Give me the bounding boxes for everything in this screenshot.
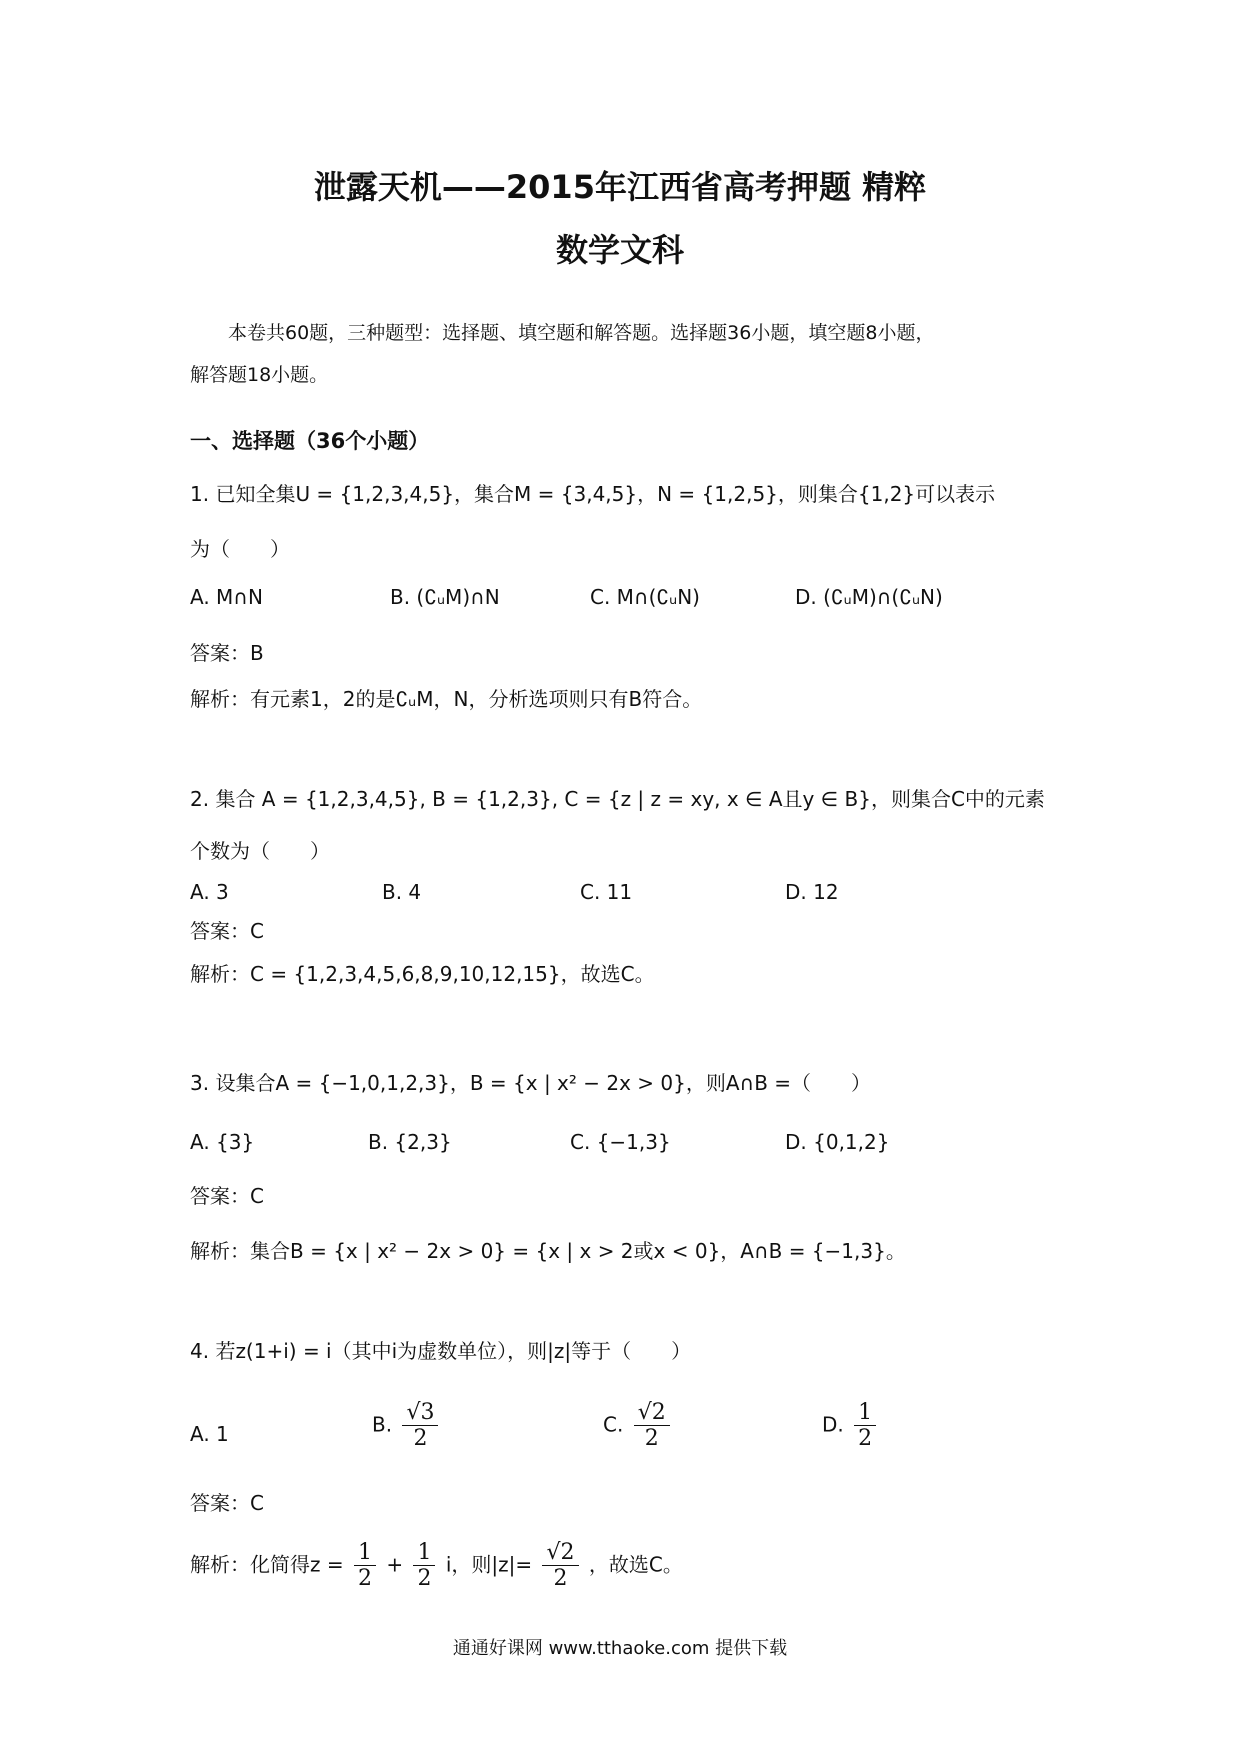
question-3-option-b: B. {2,3}	[368, 1130, 452, 1154]
page-footer: 通通好课网 www.tthaoke.com 提供下载	[452, 1638, 788, 1659]
document-title: 泄露天机——2015年江西省高考押题 精粹	[313, 168, 927, 206]
question-4-stem: 4. 若z(1+i) = i（其中i为虚数单位），则|z|等于（ ）	[190, 1339, 692, 1363]
fraction-denominator: 2	[417, 1566, 432, 1592]
intro-paragraph	[190, 312, 1070, 396]
fraction-denominator: 2	[357, 1566, 372, 1592]
question-4-option-d-fraction	[854, 1400, 876, 1452]
fraction-denominator: 2	[413, 1426, 428, 1452]
fraction-numerator: √3	[402, 1400, 438, 1426]
question-4-option-c-fraction	[634, 1400, 670, 1452]
question-4-option-a: A. 1	[190, 1422, 229, 1446]
analysis-i: i，则|z|=	[445, 1552, 533, 1577]
question-4-answer: 答案：C	[190, 1491, 264, 1515]
question-3-answer: 答案：C	[190, 1184, 264, 1208]
analysis-fraction-half-1	[354, 1540, 376, 1592]
question-1-option-a: A. M∩N	[190, 585, 263, 609]
question-3-option-a: A. {3}	[190, 1130, 255, 1154]
intro-line-1: 本卷共60题，三种题型：选择题、填空题和解答题。选择题36小题，填空题8小题，	[228, 322, 935, 344]
fraction-numerator: √2	[634, 1400, 670, 1426]
document-subtitle: 数学文科	[555, 231, 684, 269]
fraction-numerator: 1	[354, 1540, 376, 1566]
analysis-plus: +	[386, 1552, 404, 1577]
question-3-option-c: C. {−1,3}	[570, 1130, 671, 1154]
question-4-option-b-fraction	[402, 1400, 438, 1452]
question-3-option-d: D. {0,1,2}	[785, 1130, 890, 1154]
question-4-option-c	[603, 1400, 674, 1452]
question-4-option-b	[372, 1400, 442, 1452]
question-4-analysis	[190, 1540, 683, 1592]
question-4-option-b-label: B.	[372, 1412, 393, 1437]
question-1-option-d: D. (∁ᵤM)∩(∁ᵤN)	[795, 585, 943, 609]
question-2-option-c: C. 11	[580, 880, 633, 904]
question-1-option-c: C. M∩(∁ᵤN)	[590, 585, 700, 609]
question-1-stem-line1: 1. 已知全集U = {1,2,3,4,5}，集合M = {3,4,5}，N = {1,2,5}，则集合{1,2}可以表示	[190, 482, 996, 506]
question-4-option-c-label: C.	[603, 1412, 624, 1437]
question-2-option-b: B. 4	[382, 880, 422, 904]
question-4-option-d	[822, 1400, 880, 1452]
question-3-stem: 3. 设集合A = {−1,0,1,2,3}，B = {x | x² − 2x > 0}，则A∩B =（ ）	[190, 1071, 872, 1095]
question-4-option-d-label: D.	[822, 1412, 844, 1437]
intro-line-2: 解答题18小题。	[190, 364, 329, 386]
question-1-option-b: B. (∁ᵤM)∩N	[390, 585, 500, 609]
analysis-fraction-half-2	[413, 1540, 435, 1592]
question-2-option-d: D. 12	[785, 880, 839, 904]
question-2-option-a: A. 3	[190, 880, 229, 904]
fraction-denominator: 2	[644, 1426, 659, 1452]
question-2-analysis: 解析：C = {1,2,3,4,5,6,8,9,10,12,15}，故选C。	[190, 962, 655, 986]
fraction-denominator: 2	[858, 1426, 873, 1452]
question-1-stem-line2: 为（ ）	[190, 537, 290, 561]
analysis-prefix: 解析：化简得z =	[190, 1552, 344, 1577]
analysis-suffix: ，故选C。	[588, 1552, 683, 1577]
fraction-numerator: 1	[854, 1400, 876, 1426]
question-1-answer: 答案：B	[190, 641, 264, 665]
question-3-analysis: 解析：集合B = {x | x² − 2x > 0} = {x | x > 2或x < 0}，A∩B = {−1,3}。	[190, 1239, 906, 1263]
fraction-numerator: √2	[542, 1540, 578, 1566]
question-2-stem-line2: 个数为（ ）	[190, 839, 330, 863]
question-1-analysis: 解析：有元素1，2的是∁ᵤM，N，分析选项则只有B符合。	[190, 687, 703, 711]
question-2-answer: 答案：C	[190, 919, 264, 943]
fraction-denominator: 2	[553, 1566, 568, 1592]
analysis-fraction-root	[542, 1540, 578, 1592]
question-2-stem-line1: 2. 集合 A = {1,2,3,4,5}, B = {1,2,3}, C = {z | z = xy, x ∈ A且y ∈ B}，则集合C中的元素	[190, 787, 1045, 811]
fraction-numerator: 1	[413, 1540, 435, 1566]
section-heading: 一、选择题（36个小题）	[190, 429, 430, 453]
